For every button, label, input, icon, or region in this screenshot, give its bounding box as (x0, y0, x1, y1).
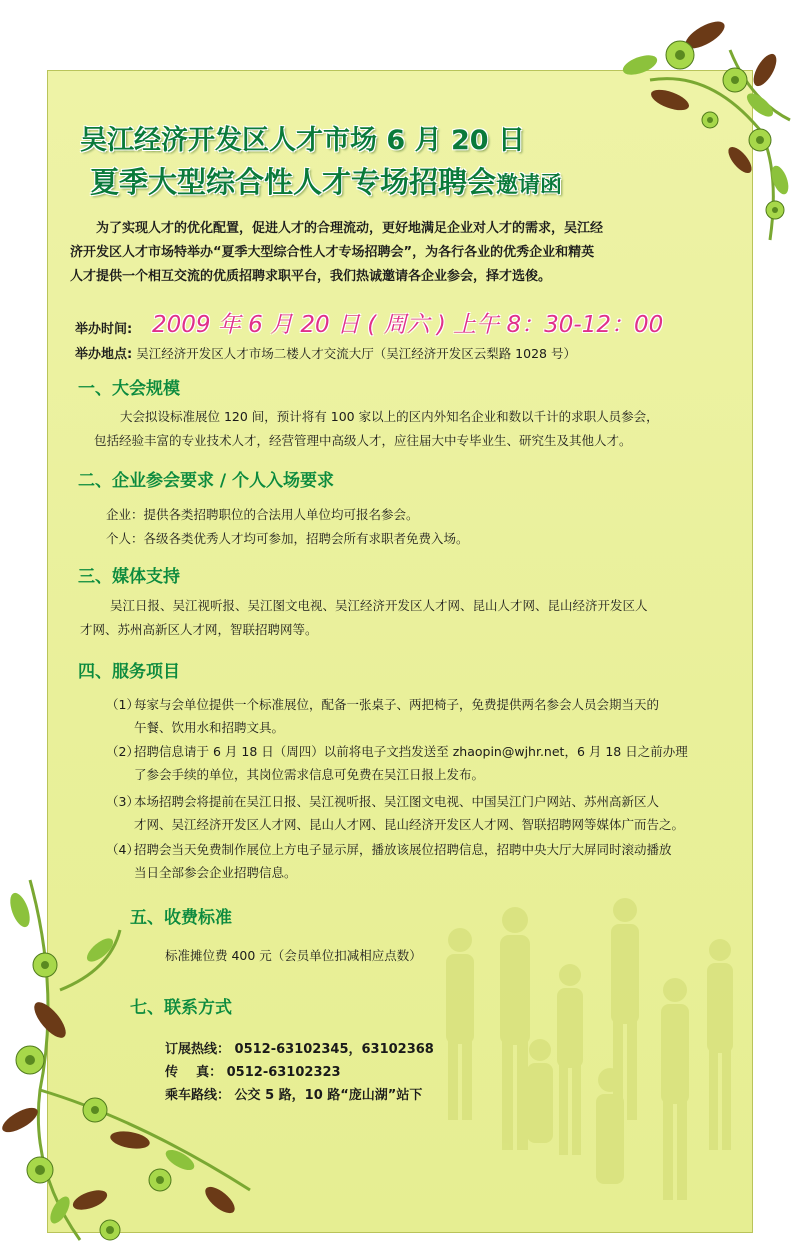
body-line: 大会拟设标准展位 120 间，预计将有 100 家以上的区内外知名企业和数以千计的求职人员参会， (120, 409, 659, 424)
bus-value: 公交 5 路，10 路“庞山湖”站下 (234, 1088, 423, 1103)
crowd-silhouettes-icon (420, 880, 750, 1230)
section-heading-fees: 五、收费标准 (130, 908, 232, 928)
section-heading-contact: 七、联系方式 (130, 998, 232, 1018)
hotline-label: 订展热线： (165, 1042, 231, 1057)
body-line: 个人：各级各类优秀人才均可参加，招聘会所有求职者免费入场。 (106, 531, 469, 546)
body-line: 吴江日报、吴江视听报、吴江图文电视、吴江经济开发区人才网、昆山人才网、昆山经济开发区人 (110, 598, 648, 613)
title-suffix: 邀请函 (496, 173, 563, 198)
service-item-line: 招聘信息请于 6 月 18 日（周四）以前将电子文挡发送至 zhaopin@wjhr.net，6 月 18 日之前办理 (134, 744, 688, 759)
service-item-line: 招聘会当天免费制作展位上方电子显示屏，播放该展位招聘信息，招聘中央大厅大屏同时滚动播放 (134, 842, 672, 857)
body-line: 包括经验丰富的专业技术人才，经营管理中高级人才，应往届大中专毕业生、研究生及其他人才。 (94, 433, 632, 448)
event-location-value: 吴江经济开发区人才市场二楼人才交流大厅（吴江经济开发区云梨路 1028 号） (136, 346, 576, 361)
intro-paragraph (70, 217, 700, 289)
service-item-line: 本场招聘会将提前在吴江日报、吴江视听报、吴江图文电视、中国吴江门户网站、苏州高新区人 (134, 794, 660, 809)
service-item-number: （4） (106, 842, 139, 857)
event-location-label: 举办地点: (75, 347, 133, 362)
service-item-number: （2） (106, 744, 139, 759)
invitation-title-line2 (90, 160, 562, 201)
event-location (75, 343, 576, 362)
event-time-value: 2009 年 6 月 20 日 ( 周六 ) 上午 8：30-12：00 (152, 312, 664, 338)
intro-line: 济开发区人才市场特举办“夏季大型综合性人才专场招聘会”，为各行各业的优秀企业和精英 (70, 245, 595, 260)
intro-line: 人才提供一个相互交流的优质招聘求职平台，我们热诚邀请各企业参会，择才选俊。 (70, 269, 552, 284)
service-item-line: 才网、吴江经济开发区人才网、昆山人才网、昆山经济开发区人才网、智联招聘网等媒体广而告之。 (134, 817, 685, 832)
contact-details (165, 1038, 434, 1107)
flower-cluster-decoration-icon (610, 10, 800, 250)
invitation-title-line1: 吴江经济开发区人才市场 6 月 20 日 (80, 125, 525, 156)
section-body-scale (94, 405, 734, 453)
service-item (106, 693, 736, 739)
section-heading-media: 三、媒体支持 (78, 567, 180, 587)
section-heading-scale: 一、大会规模 (78, 379, 180, 399)
service-item-line: 了参会手续的单位，其岗位需求信息可免费在吴江日报上发布。 (134, 767, 485, 782)
service-item-number: （1） (106, 697, 139, 712)
event-time-label: 举办时间: (75, 322, 133, 337)
service-item (106, 790, 736, 836)
contact-fax (165, 1061, 434, 1084)
section-body-fees: 标准摊位费 400 元（会员单位扣减相应点数） (165, 948, 422, 963)
contact-hotline (165, 1038, 434, 1061)
service-item-line: 每家与会单位提供一个标准展位，配备一张桌子、两把椅子，免费提供两名参会人员会期当天的 (134, 697, 660, 712)
fax-value: 0512-63102323 (226, 1065, 341, 1080)
section-heading-requirements: 二、企业参会要求 / 个人入场要求 (78, 471, 335, 491)
hotline-value: 0512-63102345，63102368 (234, 1042, 434, 1057)
bus-label: 乘车路线： (165, 1088, 231, 1103)
section-body-requirements (106, 503, 726, 551)
service-item (106, 838, 736, 884)
service-item-number: （3） (106, 794, 139, 809)
intro-line: 为了实现人才的优化配置，促进人才的合理流动，更好地满足企业对人才的需求，吴江经 (96, 221, 604, 236)
section-body-media (80, 594, 720, 642)
service-item-line: 午餐、饮用水和招聘文具。 (134, 720, 285, 735)
body-line: 企业：提供各类招聘职位的合法用人单位均可报名参会。 (106, 507, 419, 522)
service-item-line: 当日全部参会企业招聘信息。 (134, 865, 297, 880)
fax-label: 传 真： (165, 1065, 223, 1080)
body-line: 才网、苏州高新区人才网，智联招聘网等。 (80, 622, 318, 637)
title-main: 夏季大型综合性人才专场招聘会 (90, 165, 497, 199)
contact-bus (165, 1084, 434, 1107)
section-heading-services: 四、服务项目 (78, 662, 180, 682)
service-item (106, 740, 736, 786)
